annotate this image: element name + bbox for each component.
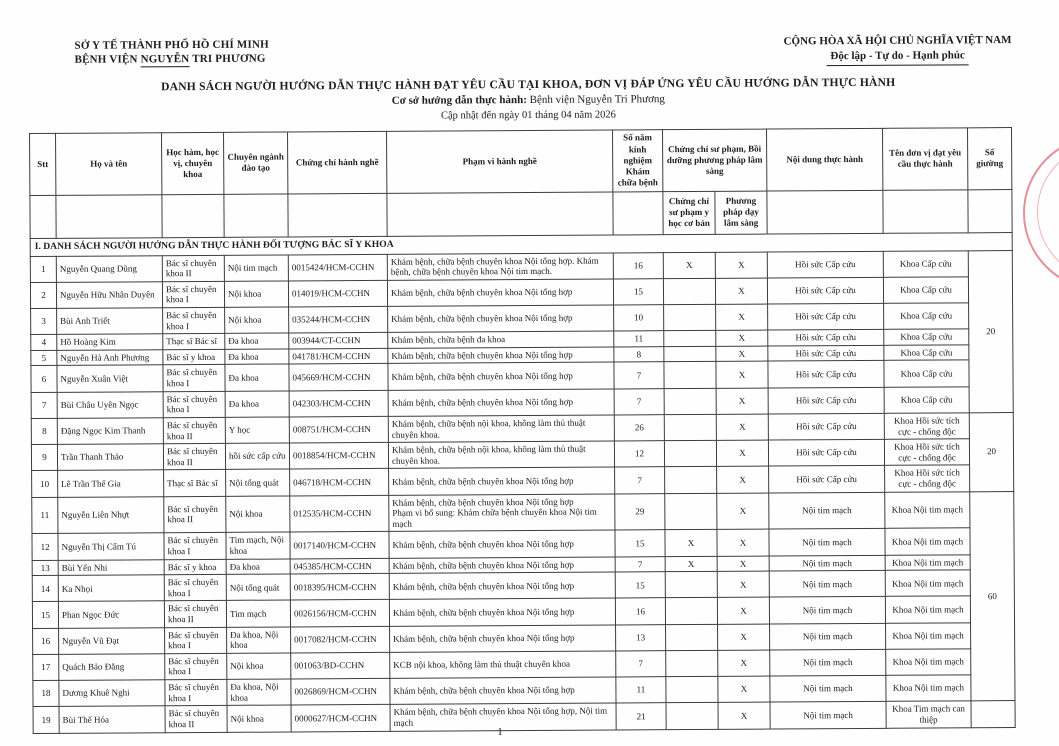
cell-cert-basic: X: [663, 252, 715, 279]
cell-cert-basic: [666, 650, 718, 677]
cell-degree: Bác sĩ chuyên khoa II: [163, 417, 225, 444]
cell-license: 008751/HCM-CCHN: [289, 416, 388, 443]
cell-content: Nội tim mạch: [770, 702, 886, 729]
cell-degree: Bác sĩ chuyên khoa I: [163, 391, 225, 418]
cell-name: Nguyễn Vũ Đạt: [59, 627, 165, 654]
cell-unit: Khoa Cấp cứu: [884, 360, 969, 387]
cell-unit: Khoa Hồi sức tích cực - chống độc: [884, 439, 969, 466]
cell-cert-basic: [664, 304, 716, 331]
cell-name: Nguyễn Xuân Việt: [57, 365, 163, 392]
org-name-suffix: TRI PHƯƠNG: [189, 52, 266, 66]
cell-content: Nội tim mạch: [769, 492, 885, 530]
cell-degree: Bác sĩ chuyên khoa II: [162, 255, 224, 282]
cell-content: Hồi sức Cấp cứu: [768, 303, 884, 330]
cell-stt: 11: [32, 497, 58, 534]
cell-content: Hồi sức Cấp cứu: [768, 413, 884, 440]
cell-degree: Bác sĩ y khoa: [163, 349, 225, 365]
cell-unit: Khoa Nội tim mạch: [885, 554, 970, 570]
national-motto-block: [784, 33, 1012, 66]
cell-years: 7: [616, 651, 666, 678]
header-row-2: [30, 189, 1012, 238]
cell-cert-basic: [665, 572, 717, 599]
empty-header-cell: [968, 189, 1012, 232]
cell-scope: KCB nội khoa, không làm thủ thuật chuyên khoa: [390, 651, 616, 679]
col-header-scope: Phạm vi hành nghề: [387, 130, 613, 193]
cell-scope: Khám bệnh, chữa bệnh chuyên khoa Nội tổng hợp: [388, 362, 614, 390]
cell-stt: 18: [33, 680, 59, 706]
cell-stt: 6: [31, 366, 57, 392]
cell-cert-clinical: X: [718, 702, 770, 729]
cell-cert-basic: [664, 388, 716, 415]
col-header-name: Họ và tên: [56, 133, 162, 195]
cell-license: 0026869/HCM-CCHN: [291, 678, 390, 705]
cell-stt: 2: [30, 282, 56, 308]
cell-content: Nội tim mạch: [769, 529, 885, 556]
cell-years: 7: [615, 467, 665, 494]
col-header-beds: Số giường: [968, 128, 1012, 190]
cell-license: 0017082/HCM-CCHN: [291, 626, 390, 653]
cell-cert-basic: [665, 493, 717, 530]
cell-degree: Bác sĩ chuyên khoa II: [163, 443, 225, 470]
cell-cert-basic: [664, 346, 716, 362]
cell-scope: Khám bệnh, chữa bệnh nội khoa, không làm thủ thuật chuyên khoa.: [388, 441, 614, 469]
cell-major: Nội khoa: [226, 496, 290, 533]
cell-scope: Khám bệnh, chữa bệnh chuyên khoa Nội tổng hợp: [388, 347, 614, 364]
cell-years: 7: [614, 362, 664, 389]
national-line2: Độc lập - Tự do - Hạnh phúc: [826, 48, 969, 66]
empty-header-cell: [387, 192, 613, 236]
cell-content: Hồi sức Cấp cứu: [768, 330, 884, 346]
cell-unit: Khoa Tim mạch can thiệp: [886, 701, 971, 728]
cell-license: 003944/CT-CCHN: [289, 333, 388, 349]
cell-name: Nguyễn Quang Dũng: [56, 255, 162, 282]
subcol-header-basic-pedagogy: Chứng chỉ sư phạm y học cơ bản: [663, 191, 715, 234]
cell-cert-clinical: X: [718, 624, 770, 651]
col-header-certificates-group: Chứng chỉ sư phạm, Bồi dưỡng phương pháp lâm sàng: [663, 129, 767, 191]
cell-content: Nội tim mạch: [769, 597, 885, 624]
cell-name: Bùi Châu Uyên Ngọc: [57, 391, 163, 418]
cell-years: 10: [614, 305, 664, 332]
cell-unit: Khoa Cấp cứu: [884, 345, 969, 361]
cell-years: 26: [614, 415, 664, 442]
cell-name: Phan Ngọc Đức: [58, 601, 164, 628]
cell-cert-clinical: X: [717, 556, 769, 572]
empty-header-cell: [883, 189, 968, 233]
cell-years: 12: [614, 441, 664, 468]
col-header-degree: Học hàm, học vị, chuyên khoa: [162, 133, 224, 195]
cell-major: Nội tổng quát: [226, 469, 290, 496]
cell-cert-clinical: X: [717, 466, 769, 493]
subcol-header-clinical-method: Phương pháp dạy lâm sàng: [715, 191, 767, 234]
cell-name: Hồ Hoàng Kim: [57, 334, 163, 350]
cell-content: Nội tim mạch: [770, 649, 886, 676]
cell-unit: Khoa Nội tim mạch: [885, 528, 970, 555]
cell-cert-basic: [663, 278, 715, 305]
cell-major: Tim mạch: [226, 600, 290, 627]
cell-name: Bùi Thế Hóa: [59, 706, 165, 733]
cell-content: Nội tim mạch: [770, 623, 886, 650]
cell-degree: Bác sĩ chuyên khoa I: [162, 281, 224, 308]
title-block: [0, 73, 1058, 126]
facility-label: Cơ sở hướng dẫn thực hành:: [391, 94, 527, 108]
cell-license: 014019/HCM-CCHN: [288, 280, 387, 307]
cell-cert-basic: [666, 624, 718, 651]
cell-cert-clinical: X: [715, 252, 767, 279]
cell-degree: Bác sĩ chuyên khoa I: [164, 533, 226, 560]
cell-cert-basic: [664, 440, 716, 467]
cell-scope: Khám bệnh, chữa bệnh chuyên khoa Nội tổng hợp. Khám bệnh, chữa bệnh chuyên khoa Nội tim mạch.: [387, 253, 613, 281]
org-name-line1: SỞ Y TẾ THÀNH PHỐ HỒ CHÍ MINH: [74, 38, 269, 52]
cell-years: 13: [616, 624, 666, 651]
cell-years: 7: [614, 388, 664, 415]
cell-years: 16: [613, 252, 663, 279]
col-header-unit: Tên đơn vị đạt yêu cầu thực hành: [883, 128, 968, 190]
cell-stt: 16: [33, 628, 59, 654]
cell-degree: Bác sĩ y khoa: [164, 559, 226, 575]
cell-cert-clinical: X: [716, 304, 768, 331]
cell-years: 15: [613, 278, 663, 305]
col-header-stt: Stt: [30, 134, 56, 195]
issuing-org-block: [74, 38, 269, 68]
cell-license: 0026156/HCM-CCHN: [290, 600, 389, 627]
cell-beds: 60: [970, 491, 1015, 701]
cell-scope: Khám bệnh, chữa bệnh chuyên khoa Nội tổng hợp: [388, 389, 614, 417]
section-title: I. DANH SÁCH NGƯỜI HƯỚNG DẪN THỰC HÀNH ĐỐI TƯỢNG BÁC SĨ Y KHOA: [30, 232, 1012, 256]
cell-cert-clinical: X: [716, 362, 768, 389]
cell-major: Đa khoa: [225, 364, 289, 391]
national-line1: CỘNG HÒA XÃ HỘI CHỦ NGHĨA VIỆT NAM: [783, 34, 1012, 48]
org-name-prefix: BỆNH VIỆN: [74, 53, 141, 67]
cell-name: Bùi Yến Nhi: [58, 559, 164, 575]
col-header-content: Nội dung thực hành: [767, 129, 883, 191]
col-header-major: Chuyên ngành đào tạo: [224, 132, 288, 194]
cell-license: 0015424/HCM-CCHN: [288, 254, 387, 281]
cell-cert-clinical: X: [715, 278, 767, 305]
cell-unit: Khoa Nội tim mạch: [886, 649, 971, 676]
cell-major: Đa khoa: [225, 349, 289, 365]
cell-cert-clinical: X: [717, 493, 769, 530]
cell-unit: Khoa Cấp cứu: [883, 277, 968, 304]
cell-content: Hồi sức Cấp cứu: [768, 345, 884, 361]
cell-stt: 1: [30, 256, 56, 282]
cell-major: Nội khoa: [224, 281, 288, 308]
cell-cert-clinical: X: [716, 330, 768, 346]
cell-years: 11: [616, 677, 666, 704]
cell-unit: Khoa Nội tim mạch: [885, 570, 970, 597]
cell-stt: 15: [32, 602, 58, 628]
cell-stt: 19: [33, 707, 59, 733]
cell-major: Nội khoa: [227, 653, 291, 680]
cell-name: Nguyễn Hà Anh Phương: [57, 350, 163, 366]
cell-cert-basic: [665, 598, 717, 625]
empty-header-cell: [767, 190, 883, 234]
cell-scope: Khám bệnh, chữa bệnh chuyên khoa Nội tổng hợp Phạm vi bổ sung: Khám chữa bệnh chuyên khoa Nội tim mạch: [389, 494, 615, 532]
cell-major: Đa khoa: [225, 333, 289, 349]
empty-header-cell: [613, 191, 663, 234]
cell-unit: Khoa Nội tim mạch: [886, 675, 971, 702]
cell-years: 7: [615, 556, 665, 572]
cell-scope: Khám bệnh, chữa bệnh nội khoa, không làm thủ thuật chuyên khoa.: [388, 415, 614, 443]
cell-unit: Khoa Cấp cứu: [884, 303, 969, 330]
cell-years: 29: [615, 493, 665, 530]
cell-content: Hồi sức Cấp cứu: [767, 277, 883, 304]
cell-cert-basic: [664, 331, 716, 347]
cell-unit: Khoa Cấp cứu: [883, 250, 968, 277]
cell-stt: 7: [31, 392, 57, 418]
cell-major: hồi sức cấp cứu: [225, 443, 289, 470]
cell-scope: Khám bệnh, chữa bệnh chuyên khoa Nội tổng hợp: [390, 625, 616, 653]
cell-cert-clinical: X: [717, 571, 769, 598]
instructors-table: [29, 127, 1016, 733]
cell-name: Bùi Anh Triết: [57, 308, 163, 335]
cell-major: Nội tim mạch: [224, 255, 288, 282]
empty-header-cell: [288, 193, 387, 237]
page-number: 1: [497, 726, 503, 738]
cell-cert-basic: [666, 676, 718, 703]
cell-years: 21: [616, 703, 666, 730]
cell-name: Đặng Ngọc Kim Thanh: [57, 418, 163, 445]
cell-content: Nội tim mạch: [769, 571, 885, 598]
table-row: [32, 491, 1014, 534]
cell-degree: Bác sĩ chuyên khoa II: [164, 601, 226, 628]
cell-content: Hồi sức Cấp cứu: [768, 387, 884, 414]
cell-beds: 20: [969, 412, 1013, 491]
document-title: DANH SÁCH NGƯỜI HƯỚNG DẪN THỰC HÀNH ĐẠT YÊU CẦU TẠI KHOA, ĐƠN VỊ ĐÁP ỨNG YÊU CẦU HƯỚNG DẪN THỰC HÀNH: [161, 75, 896, 93]
header-row-1: [30, 128, 1012, 195]
cell-stt: 3: [31, 308, 57, 334]
cell-name: Quách Bảo Đằng: [59, 654, 165, 681]
cell-name: Nguyễn Thị Cẩm Tú: [58, 533, 164, 560]
cell-content: Nội tim mạch: [770, 675, 886, 702]
cell-content: Hồi sức Cấp cứu: [768, 439, 884, 466]
cell-cert-basic: X: [665, 530, 717, 557]
cell-license: 046718/HCM-CCHN: [290, 469, 389, 496]
cell-unit: Khoa Nội tim mạch: [885, 491, 970, 528]
cell-scope: Khám bệnh, chữa bệnh chuyên khoa Nội tổng hợp: [390, 677, 616, 705]
cell-years: 8: [614, 347, 664, 363]
cell-stt: 4: [31, 335, 57, 351]
cell-scope: Khám bệnh, chữa bệnh chuyên khoa Nội tổng hợp: [388, 305, 614, 333]
cell-scope: Khám bệnh, chữa bệnh chuyên khoa Nội tổng hợp: [389, 572, 615, 600]
cell-major: Đa khoa: [225, 391, 289, 418]
cell-stt: 9: [31, 445, 57, 471]
cell-license: 045385/HCM-CCHN: [290, 558, 389, 574]
cell-degree: Bác sĩ chuyên khoa II: [164, 496, 226, 533]
cell-cert-basic: X: [665, 556, 717, 572]
cell-cert-clinical: X: [716, 388, 768, 415]
cell-scope: Khám bệnh, chữa bệnh chuyên khoa Nội tổng hợp: [387, 279, 613, 307]
cell-content: Hồi sức Cấp cứu: [768, 361, 884, 388]
org-name-line2: [75, 52, 269, 67]
col-header-years: Số năm kinh nghiệm Khám chữa bệnh: [613, 130, 663, 192]
cell-cert-clinical: X: [716, 346, 768, 362]
cell-stt: 13: [32, 560, 58, 576]
cell-name: Nguyễn Hữu Nhân Duyên: [56, 282, 162, 309]
cell-degree: Bác sĩ chuyên khoa I: [165, 679, 227, 706]
org-name-underlined: NGUYỄN: [140, 53, 190, 66]
cell-years: 15: [615, 530, 665, 557]
cell-scope: Khám bệnh, chữa bệnh chuyên khoa Nội tổng hợp: [389, 467, 615, 495]
cell-name: Nguyễn Liên Nhựt: [58, 496, 164, 533]
cell-license: 001063/BD-CCHN: [291, 652, 390, 679]
cell-license: 0018395/HCM-CCHN: [290, 574, 389, 601]
cell-scope: Khám bệnh, chữa bệnh chuyên khoa Nội tổng hợp: [389, 557, 615, 574]
updated-date-line: Cập nhật đến ngày 01 tháng 04 năm 2026: [440, 109, 616, 122]
cell-license: 012535/HCM-CCHN: [290, 495, 389, 532]
cell-stt: 14: [32, 576, 58, 602]
cell-degree: Bác sĩ chuyên khoa I: [163, 365, 225, 392]
cell-name: Lê Trần Thế Gia: [58, 470, 164, 497]
cell-scope: Khám bệnh, chữa bệnh chuyên khoa Nội tổng hợp: [389, 530, 615, 558]
cell-name: Ka Nhọi: [58, 575, 164, 602]
cell-cert-clinical: X: [718, 676, 770, 703]
cell-unit: Khoa Cấp cứu: [884, 387, 969, 414]
cell-content: Nội tim mạch: [769, 555, 885, 571]
cell-content: Hồi sức Cấp cứu: [769, 466, 885, 493]
cell-scope: Khám bệnh, chữa bệnh chuyên khoa Nội tổng hợp, Nội tim mạch: [390, 703, 616, 731]
cell-cert-basic: [664, 362, 716, 389]
cell-content: Hồi sức Cấp cứu: [767, 251, 883, 278]
cell-degree: Bác sĩ chuyên khoa I: [165, 627, 227, 654]
cell-scope: Khám bệnh, chữa bệnh đa khoa: [388, 331, 614, 348]
cell-cert-clinical: X: [716, 414, 768, 441]
empty-header-cell: [224, 194, 288, 237]
cell-major: Tim mạch, Nội khoa: [226, 532, 290, 559]
cell-license: 042303/HCM-CCHN: [289, 390, 388, 417]
cell-major: Đa khoa, Nội khoa: [227, 627, 291, 654]
cell-degree: Thạc sĩ Bác sĩ: [164, 470, 226, 497]
cell-stt: 10: [32, 471, 58, 497]
empty-header-cell: [56, 194, 162, 238]
cell-name: Trần Thanh Thảo: [57, 444, 163, 471]
cell-unit: Khoa Hồi sức tích cực - chống độc: [884, 413, 969, 440]
cell-years: 16: [615, 598, 665, 625]
cell-stt: 8: [31, 418, 57, 444]
cell-scope: Khám bệnh, chữa bệnh chuyên khoa Nội tổng hợp: [389, 598, 615, 626]
cell-cert-basic: [665, 467, 717, 494]
cell-license: 0000627/HCM-CCHN: [291, 705, 390, 732]
cell-years: 11: [614, 331, 664, 347]
cell-major: Nội khoa: [227, 705, 291, 732]
cell-license: 035244/HCM-CCHN: [289, 306, 388, 333]
cell-unit: Khoa Nội tim mạch: [886, 622, 971, 649]
cell-beds: 20: [968, 250, 1013, 413]
cell-major: Đa khoa, Nội khoa: [227, 679, 291, 706]
cell-unit: Khoa Nội tim mạch: [885, 596, 970, 623]
cell-license: 045669/HCM-CCHN: [289, 364, 388, 391]
cell-beds: [971, 701, 1015, 727]
cell-degree: Bác sĩ chuyên khoa II: [165, 706, 227, 733]
cell-license: 0018854/HCM-CCHN: [289, 442, 388, 469]
document-header: [0, 0, 1058, 71]
cell-unit: Khoa Hồi sức tích cực - chống độc: [885, 465, 970, 492]
cell-stt: 5: [31, 350, 57, 366]
cell-major: Nội khoa: [225, 307, 289, 334]
cell-stt: 17: [33, 654, 59, 680]
cell-degree: Thạc sĩ Bác sĩ: [163, 334, 225, 350]
cell-license: 041781/HCM-CCHN: [289, 348, 388, 364]
cell-years: 15: [615, 572, 665, 599]
cell-unit: Khoa Cấp cứu: [884, 329, 969, 345]
cell-degree: Bác sĩ chuyên khoa I: [164, 575, 226, 602]
cell-major: Y học: [225, 417, 289, 444]
cell-cert-clinical: X: [716, 440, 768, 467]
cell-degree: Bác sĩ chuyên khoa I: [163, 307, 225, 334]
empty-header-cell: [162, 194, 224, 237]
cell-cert-clinical: X: [717, 529, 769, 556]
cell-cert-clinical: X: [718, 650, 770, 677]
cell-cert-clinical: X: [717, 597, 769, 624]
cell-cert-basic: [664, 414, 716, 441]
cell-name: Dương Khuê Nghi: [59, 680, 165, 707]
cell-license: 0017140/HCM-CCHN: [290, 532, 389, 559]
empty-header-cell: [30, 195, 56, 238]
cell-stt: 12: [32, 534, 58, 560]
facility-value: Bệnh viện Nguyễn Tri Phương: [526, 93, 665, 107]
col-header-license: Chứng chỉ hành nghề: [288, 132, 387, 194]
cell-major: Đa khoa: [226, 559, 290, 575]
cell-major: Nội tổng quát: [226, 574, 290, 601]
cell-degree: Bác sĩ chuyên khoa I: [165, 653, 227, 680]
